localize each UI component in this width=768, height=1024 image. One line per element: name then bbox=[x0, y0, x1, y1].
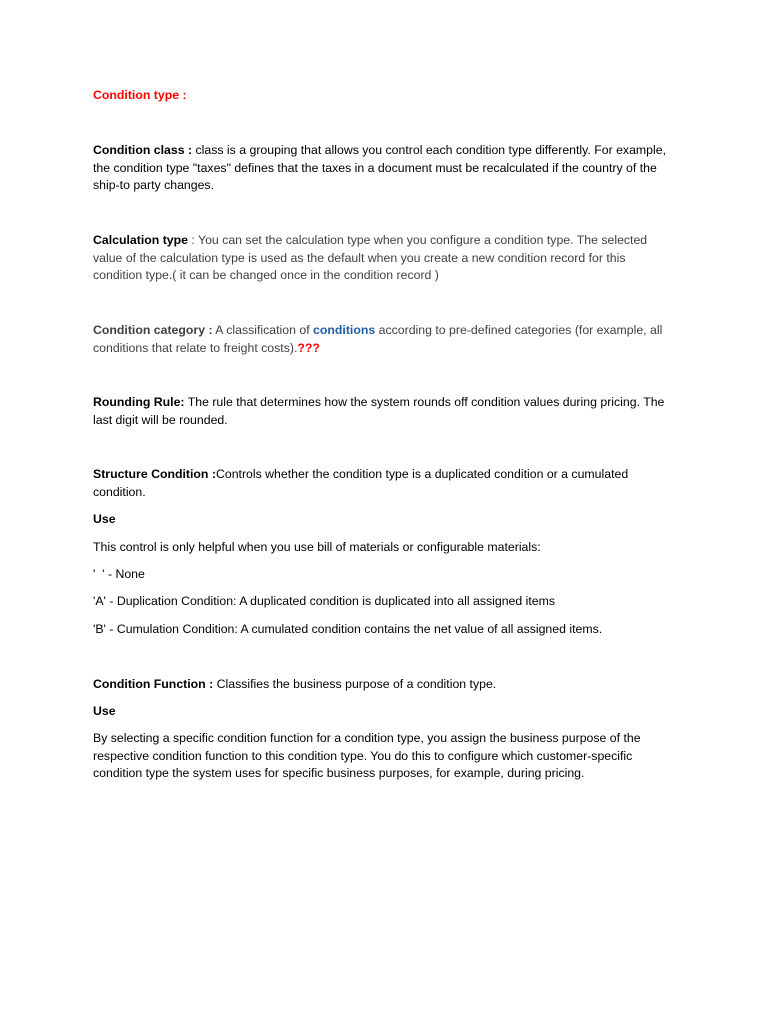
structure-use-heading: Use bbox=[93, 512, 116, 526]
condition-class-text: class is a grouping that allows you control each condition type differently. For example, the condition type "taxes" defines that the taxes in a document must be recalculated if the country of the ship-to party changes. bbox=[93, 143, 666, 192]
condition-function-text: Classifies the business purpose of a condition type. bbox=[213, 677, 497, 691]
question-marker: ??? bbox=[297, 340, 320, 355]
structure-condition-text: Controls whether the condition type is a duplicated condition or a cumulated condition. bbox=[93, 467, 629, 499]
function-use-heading: Use bbox=[93, 704, 116, 718]
condition-function-paragraph bbox=[93, 676, 678, 694]
document-heading: Condition type : bbox=[93, 88, 187, 102]
function-use-description: By selecting a specific condition function for a condition type, you assign the business purpose of the respective condition function to this condition type. You do this to configure which customer-specific condition type the system uses for specific business purposes, for example, during pricing. bbox=[93, 731, 641, 780]
condition-category-text-after: according to pre-defined categories (for example, all conditions that relate to freight costs). bbox=[93, 323, 663, 355]
condition-category-paragraph bbox=[93, 322, 678, 357]
condition-function-label: Condition Function : bbox=[93, 677, 214, 691]
condition-class-paragraph bbox=[93, 142, 678, 195]
calculation-type-text: : You can set the calculation type when you configure a condition type. The selected value of the calculation type is used as the default when you create a new condition record for this condition type.( it can be changed once in the condition record ) bbox=[93, 233, 648, 282]
structure-option-none: ' ' - None bbox=[93, 567, 145, 581]
calculation-type-paragraph bbox=[93, 232, 678, 285]
structure-option-a: 'A' - Duplication Condition: A duplicated condition is duplicated into all assigned items bbox=[93, 594, 556, 608]
structure-option-b: 'B' - Cumulation Condition: A cumulated condition contains the net value of all assigned items. bbox=[93, 622, 603, 636]
rounding-rule-paragraph bbox=[93, 394, 678, 429]
condition-class-label: Condition class : bbox=[93, 143, 193, 157]
rounding-rule-label: Rounding Rule: bbox=[93, 395, 185, 409]
rounding-rule-text: The rule that determines how the system rounds off condition values during pricing. The last digit will be rounded. bbox=[93, 395, 665, 427]
conditions-link[interactable]: conditions bbox=[313, 323, 376, 337]
condition-category-text-before: A classification of bbox=[212, 323, 314, 337]
structure-condition-paragraph bbox=[93, 466, 678, 501]
condition-category-label: Condition category : bbox=[93, 323, 213, 337]
structure-condition-label: Structure Condition : bbox=[93, 467, 216, 481]
structure-use-description: This control is only helpful when you use bill of materials or configurable materials: bbox=[93, 540, 541, 554]
calculation-type-label: Calculation type bbox=[93, 233, 188, 247]
